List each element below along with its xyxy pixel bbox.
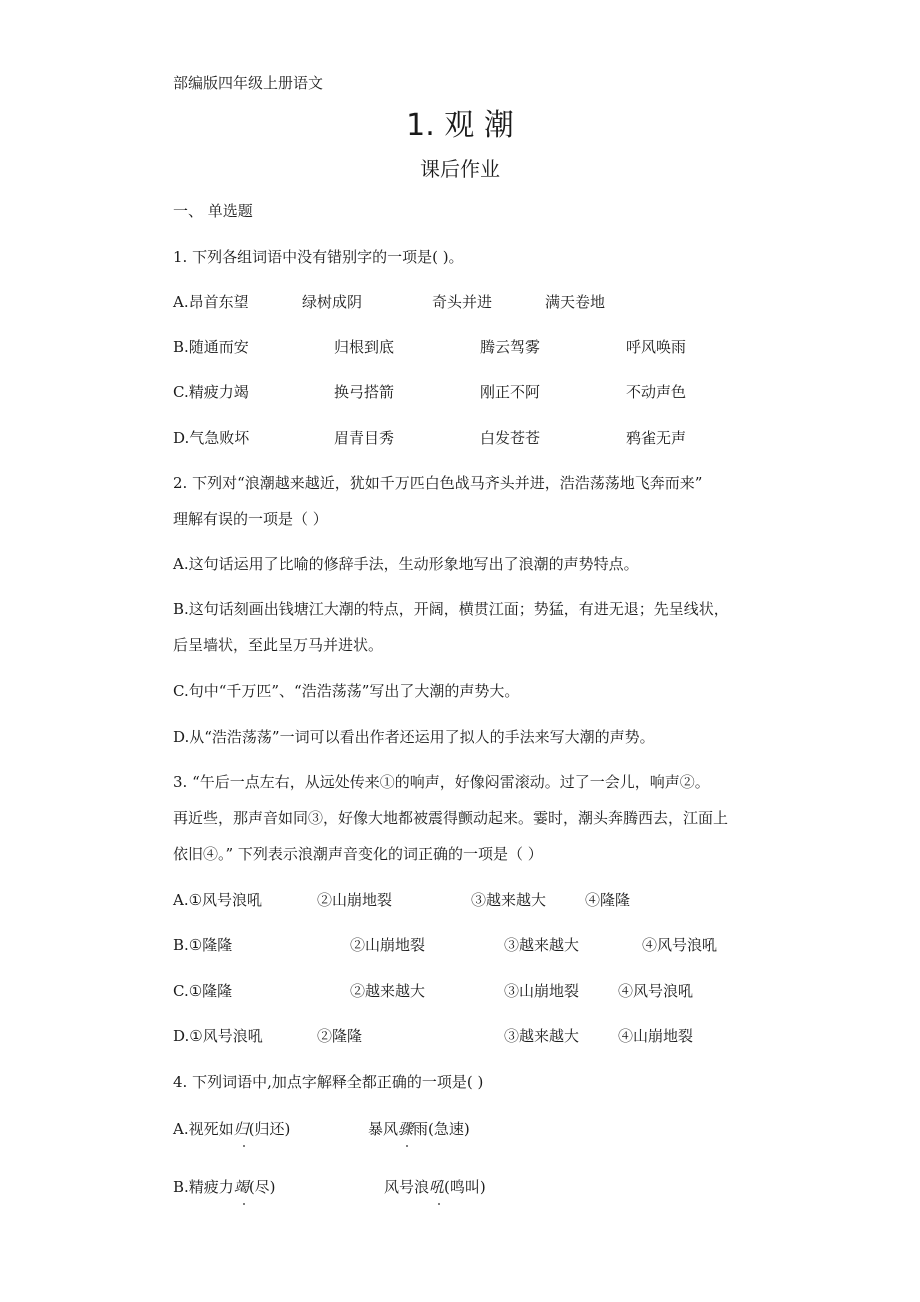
q3-c-4: ④风号浪吼 — [618, 982, 694, 1000]
q2-stem-line1: 2. 下列对“浪潮越来越近，犹如千万匹白色战马齐头并进，浩浩荡荡地飞奔而来” — [173, 474, 703, 492]
q1-b-3: 腾云驾雾 — [480, 338, 541, 356]
emphasis-dot — [243, 1203, 245, 1205]
q3-c-3: ③山崩地裂 — [504, 982, 580, 1000]
q4-a-term1 — [173, 1118, 290, 1139]
q3-b-2: ②山崩地裂 — [350, 936, 426, 954]
section-heading: 一、 单选题 — [173, 202, 253, 220]
q1-a-1: A.昂首东望 — [173, 293, 249, 311]
q4-a1-gloss: (归还) — [248, 1120, 291, 1138]
q3-stem-line2: 再近些，那声音如同③，好像大地都被震得颤动起来。霎时，潮头奔腾西去，江面上 — [173, 809, 729, 827]
q2-stem-line2: 理解有误的一项是（ ） — [173, 510, 328, 528]
q4-b-term2 — [384, 1176, 486, 1197]
q4-a-term2 — [368, 1118, 470, 1139]
page-title: 1. 观 潮 — [406, 108, 514, 143]
q4-b-term1 — [173, 1176, 276, 1197]
q3-a-4: ④隆隆 — [585, 891, 631, 909]
q1-c-1: C.精疲力竭 — [173, 383, 249, 401]
q3-stem-line3: 依旧④。” 下列表示浪潮声音变化的词正确的一项是（ ） — [173, 845, 543, 863]
q3-c-2: ②越来越大 — [350, 982, 426, 1000]
q2-option-d: D.从“浩浩荡荡”一词可以看出作者还运用了拟人的手法来写大潮的声势。 — [173, 728, 655, 746]
q1-b-1: B.随通而安 — [173, 338, 249, 356]
emphasis-dot — [243, 1145, 245, 1147]
q4-b2-pre: 风号浪 — [384, 1178, 430, 1196]
q4-a1-pre: A.视死如 — [173, 1120, 234, 1138]
q3-d-2: ②隆隆 — [317, 1027, 363, 1045]
q4-b1-dotted-char: 竭 — [233, 1178, 249, 1196]
q2-option-b-line1: B.这句话刻画出钱塘江大潮的特点，开阔，横贯江面；势猛，有进无退；先呈线状， — [173, 600, 729, 618]
q4-a2-pre: 暴风 — [368, 1120, 399, 1138]
q3-a-1: A.①风号浪吼 — [173, 891, 263, 909]
q4-stem: 4. 下列词语中,加点字解释全都正确的一项是( ) — [173, 1073, 484, 1091]
q3-a-3: ③越来越大 — [471, 891, 547, 909]
q3-d-4: ④山崩地裂 — [618, 1027, 694, 1045]
q1-a-2: 绿树成阴 — [302, 293, 363, 311]
q4-a2-gloss: 雨(急速) — [413, 1120, 470, 1138]
q3-stem-line1: 3. “午后一点左右，从远处传来①的响声，好像闷雷滚动。过了一会儿，响声②。 — [173, 773, 710, 791]
q4-b2-dotted-char: 吼 — [429, 1178, 445, 1196]
page-subtitle: 课后作业 — [420, 157, 500, 181]
emphasis-dot — [406, 1145, 408, 1147]
q1-a-3: 奇头并进 — [432, 293, 493, 311]
q1-c-4: 不动声色 — [626, 383, 687, 401]
q1-b-2: 归根到底 — [334, 338, 395, 356]
q1-d-2: 眉青目秀 — [334, 429, 395, 447]
q2-option-c: C.句中“千万匹”、“浩浩荡荡”写出了大潮的声势大。 — [173, 682, 520, 700]
q1-c-2: 换弓搭箭 — [334, 383, 395, 401]
q4-a1-dotted-char: 归 — [233, 1120, 249, 1138]
q3-d-3: ③越来越大 — [504, 1027, 580, 1045]
q1-stem: 1. 下列各组词语中没有错别字的一项是( )。 — [173, 248, 464, 266]
q2-option-b-line2: 后呈墙状，至此呈万马并进状。 — [173, 636, 384, 654]
q4-b1-gloss: (尽) — [248, 1178, 276, 1196]
q1-b-4: 呼风唤雨 — [626, 338, 687, 356]
q4-b2-gloss: (鸣叫) — [444, 1178, 486, 1196]
q3-b-3: ③越来越大 — [504, 936, 580, 954]
q1-d-3: 白发苍苍 — [480, 429, 541, 447]
q4-b1-pre: B.精疲力 — [173, 1178, 234, 1196]
q1-d-1: D.气急败坏 — [173, 429, 250, 447]
q4-a2-dotted-char: 骤 — [398, 1120, 414, 1138]
q3-b-4: ④风号浪吼 — [642, 936, 718, 954]
q3-d-1: D.①风号浪吼 — [173, 1027, 263, 1045]
q1-a-4: 满天卷地 — [545, 293, 606, 311]
document-header: 部编版四年级上册语文 — [173, 74, 324, 92]
q3-c-1: C.①隆隆 — [173, 982, 233, 1000]
q3-a-2: ②山崩地裂 — [317, 891, 393, 909]
q1-c-3: 刚正不阿 — [480, 383, 541, 401]
q3-b-1: B.①隆隆 — [173, 936, 233, 954]
q1-d-4: 鸦雀无声 — [626, 429, 687, 447]
q2-option-a: A.这句话运用了比喻的修辞手法，生动形象地写出了浪潮的声势特点。 — [173, 555, 639, 573]
emphasis-dot — [438, 1203, 440, 1205]
